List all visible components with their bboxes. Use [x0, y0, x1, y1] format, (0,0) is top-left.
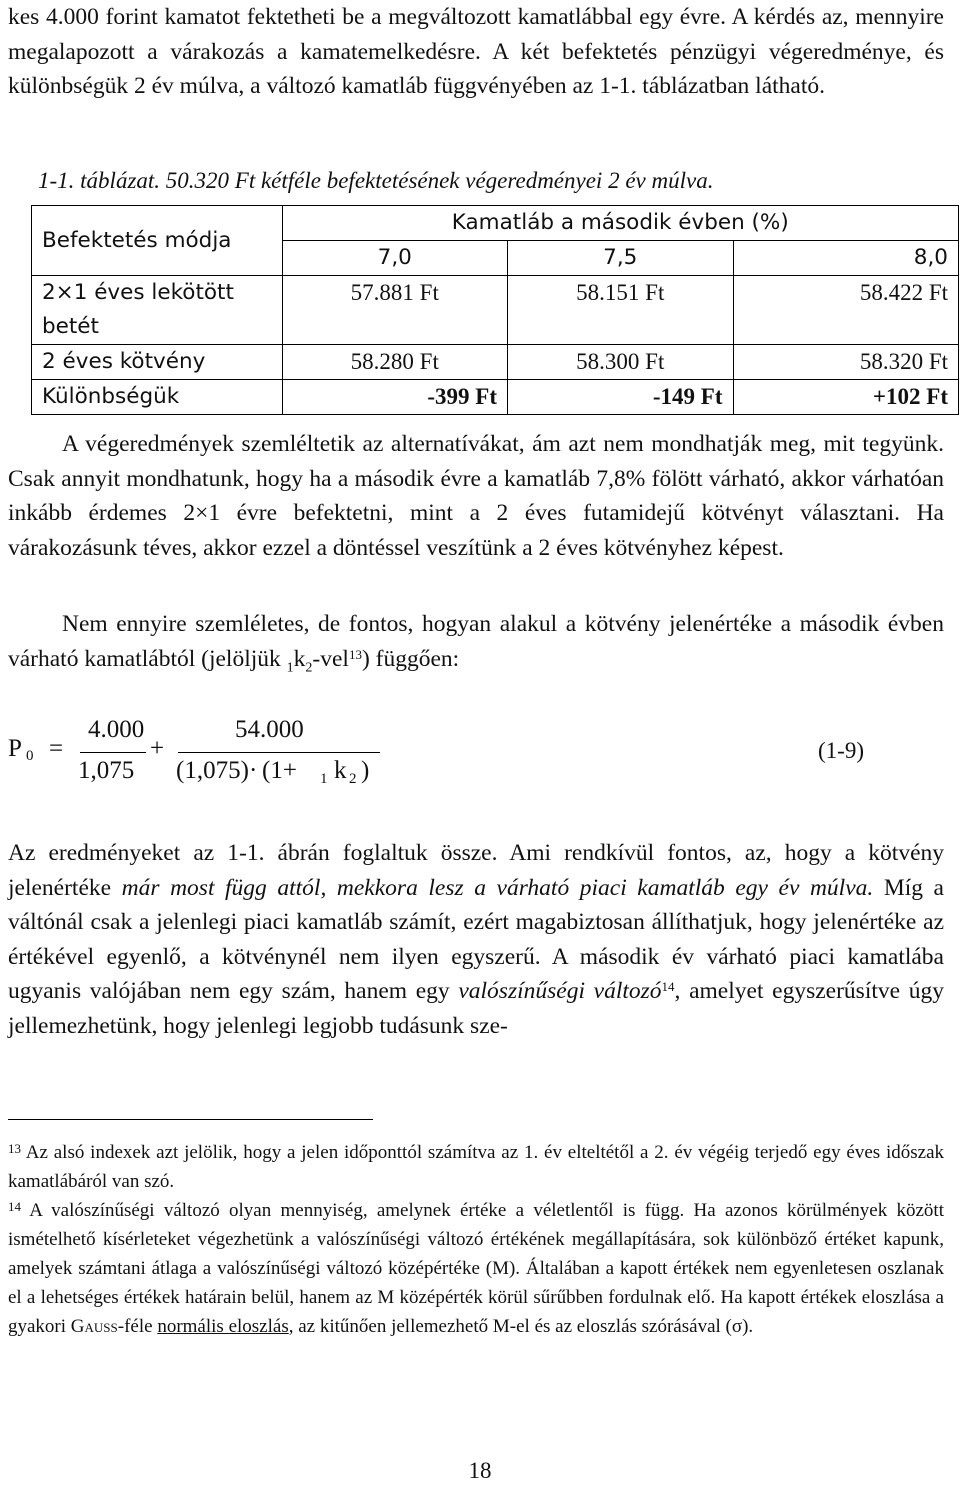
formula-1-9: [0, 710, 960, 800]
row-label: 2 éves kötvény: [32, 345, 283, 380]
formula-den2-k: k: [334, 757, 347, 784]
footnote-text: , az kitűnően jellemezhető M-el és az eloszlás szórásával (σ).: [288, 1316, 754, 1337]
para2-post-sub: 2: [305, 660, 313, 676]
para2-text: ) függően:: [361, 645, 460, 672]
formula-num2: 54.000: [235, 716, 304, 743]
table-cell: 58.300 Ft: [508, 345, 733, 380]
formula-number: (1-9): [818, 738, 864, 763]
formula-den2-c: ): [361, 757, 370, 784]
table-cell: 58.422 Ft: [733, 276, 959, 345]
header-rate-group: Kamatláb a második évben (%): [282, 206, 958, 241]
table-caption-label: 1-1. táblázat.: [38, 168, 161, 193]
table-cell: 58.151 Ft: [508, 276, 733, 345]
header-rate: 8,0: [733, 241, 959, 276]
footnote-text: -féle: [117, 1316, 158, 1337]
formula-den2-sub2: 2: [349, 771, 357, 787]
para3-text: , amelyet egyszerűsítve úgy jellemezhetünk, hogy jelenlegi legjobb tudásunk sze-: [8, 978, 944, 1039]
formula-plus: +: [150, 735, 165, 762]
header-rate: 7,0: [282, 241, 507, 276]
formula-den2-sub1: 1: [320, 771, 328, 787]
table-cell: 57.881 Ft: [282, 276, 507, 345]
table-caption-text: 50.320 Ft kétféle befektetésének végeredményei 2 év múlva.: [165, 168, 714, 193]
table-row: [32, 380, 959, 415]
paragraph-present-value: [8, 607, 944, 686]
para2-pre-sub: 1: [286, 660, 294, 676]
formula-den2-a: (1,075): [176, 757, 249, 784]
footnote-14: [8, 1196, 944, 1341]
page-number: 18: [468, 1458, 492, 1483]
header-rate: 7,5: [508, 241, 733, 276]
formula-eq: =: [49, 735, 64, 762]
table-cell: -149 Ft: [508, 380, 733, 415]
table-cell: 58.320 Ft: [733, 345, 959, 380]
para2-k: k: [293, 645, 306, 672]
footnote-gauss: Gauss: [70, 1316, 118, 1337]
para3-text: Míg a váltónál csak a jelenlegi piaci kamatláb számít, ezért magabiztosan állíthatjuk, hogy jelenértéke az értékével egyenlő, a kötvénynél nem ilyen egyszerű. A második év várható piaci kamatlába ugyanis valójában nem egy szám, hanem egy: [8, 874, 944, 1005]
footnote-text: Az alsó indexek azt jelölik, hogy a jelen időponttól számítva az 1. év elteltétől a 2. év végéig terjedő egy éves időszak kamatlábáról van szó.: [8, 1142, 945, 1192]
footnote-separator: [8, 1119, 373, 1120]
footnote-ref: 13: [348, 646, 362, 662]
para2-text: -vel: [312, 645, 349, 672]
results-table: [31, 205, 959, 415]
para3-emphasis: már most függ attól, mekkora lesz a várható piaci kamatláb egy év múlva.: [121, 874, 874, 901]
table-row: [32, 276, 959, 345]
para3-emphasis: valószínűségi változó: [458, 978, 662, 1005]
footnote-number: 14: [8, 1199, 21, 1214]
footnote-text: A valószínűségi változó olyan mennyiség, amelynek értéke a véletlentől is függ. Ha azonos körülmények között ismételhető kísérleteket végezhetünk a valószínűségi változó értékének megállapítására, sok különböző értéket kapunk, amelyek számtani átlaga a valószínűségi változó középértéke (M). Általában a kapott értékek nem egyenletesen oszlanak el a lehetséges értékek határain belül, hanem az M középérték körül sűrűbben fordulnak elő. Ha kapott értékek eloszlása a gyakori: [8, 1200, 944, 1337]
para3-text: Az eredményeket az 1-1. ábrán foglaltuk össze. Ami rendkívül fontos, az, hogy a kötvény jelenértéke: [8, 840, 944, 901]
footnote-ref: 14: [661, 979, 675, 995]
fraction-line: [178, 752, 380, 753]
table-cell: +102 Ft: [733, 380, 959, 415]
footnote-13: [8, 1138, 944, 1196]
formula-lhs: P: [8, 735, 22, 762]
header-investment-type: Befektetés módja: [32, 206, 283, 276]
intro-paragraph: kes 4.000 forint kamatot fektetheti be a megváltozott kamatlábbal egy évre. A kérdés az, mennyire megalapozott a várakozás a kamatemelkedésre. A két befektetés pénzügyi végeredménye, és különbségük 2 év múlva, a változó kamatláb függvényében az 1-1. táblázatban látható.: [8, 4, 944, 100]
footnote-number: 13: [8, 1141, 21, 1156]
formula-den1: 1,075: [78, 757, 135, 784]
table-caption: [38, 168, 713, 194]
formula-den2-b: (1+: [262, 757, 297, 784]
paragraph-alternatives: A végeredmények szemléltetik az alternatívákat, ám azt nem mondhatják meg, mit tegyünk. Csak annyit mondhatunk, hogy ha a második évre a kamatláb 7,8% fölött várható, akkor várhatóan inkább érdemes 2×1 évre befektetni, mint a 2 éves futamidejű kötvényt választani. Ha várakozásunk téves, akkor ezzel a döntéssel veszítünk a 2 éves kötvényhez képest.: [8, 431, 944, 561]
para2-text: Nem ennyire szemléletes, de fontos, hogyan alakul a kötvény jelenértéke a második évben várható kamatlábtól (jelöljük: [8, 611, 944, 672]
table-cell: -399 Ft: [282, 380, 507, 415]
table-row: [32, 345, 959, 380]
fraction-line: [80, 752, 146, 753]
formula-num1: 4.000: [88, 716, 145, 743]
table-cell: 58.280 Ft: [282, 345, 507, 380]
row-label: 2×1 éves lekötött betét: [32, 276, 283, 345]
paragraph-results: [8, 836, 944, 1044]
normal-distribution-link[interactable]: normális eloszlás: [157, 1316, 289, 1337]
formula-lhs-sub: 0: [26, 748, 34, 764]
row-label: Különbségük: [32, 380, 283, 415]
formula-dot: ·: [249, 757, 258, 784]
